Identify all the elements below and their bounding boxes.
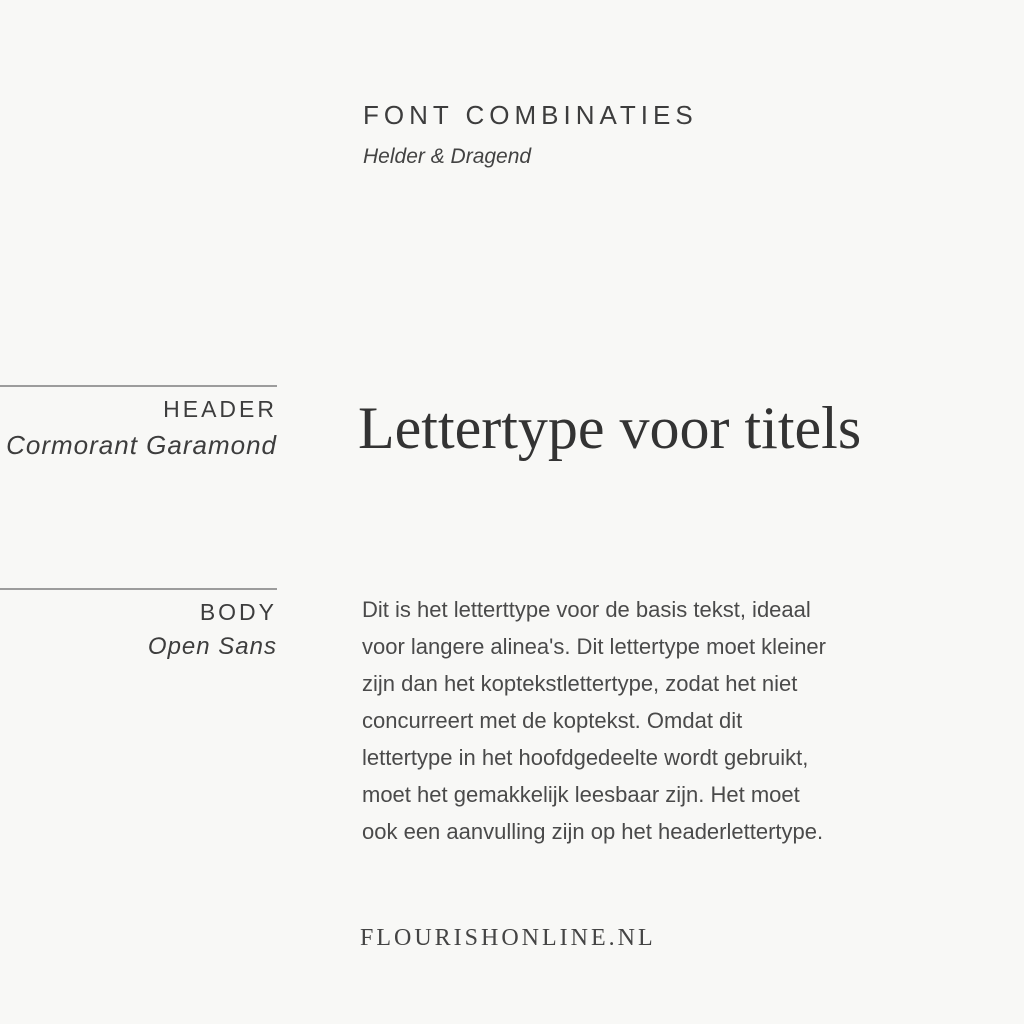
body-font-name: Open Sans <box>147 633 277 660</box>
paragraph-line: moet het gemakkelijk leesbaar zijn. Het moet <box>362 782 800 807</box>
body-font-sample-paragraph <box>362 591 826 850</box>
header-section-label: HEADER <box>163 396 277 422</box>
header-font-sample-text: Lettertype voor titels <box>358 395 862 461</box>
paragraph-line: zijn dan het koptekstlettertype, zodat het niet <box>362 671 798 696</box>
page-subtitle: Helder & Dragend <box>363 145 532 168</box>
paragraph-line: lettertype in het hoofdgedeelte wordt gebruikt, <box>362 745 809 770</box>
header-font-label-block <box>0 385 277 461</box>
body-font-label-block <box>0 588 277 661</box>
paragraph-line: Dit is het letterttype voor de basis tekst, ideaal <box>362 597 811 622</box>
paragraph-line: ook een aanvulling zijn op het headerlettertype. <box>362 819 824 844</box>
header-font-name: Cormorant Garamond <box>6 430 277 460</box>
paragraph-line: concurreert met de koptekst. Omdat dit <box>362 708 743 733</box>
paragraph-line: voor langere alinea's. Dit lettertype moet kleiner <box>362 634 826 659</box>
page-title: FONT COMBINATIES <box>363 100 698 130</box>
website-url: FLOURISHONLINE.NL <box>360 925 656 951</box>
body-section-label: BODY <box>199 599 277 625</box>
title-block <box>363 100 698 169</box>
